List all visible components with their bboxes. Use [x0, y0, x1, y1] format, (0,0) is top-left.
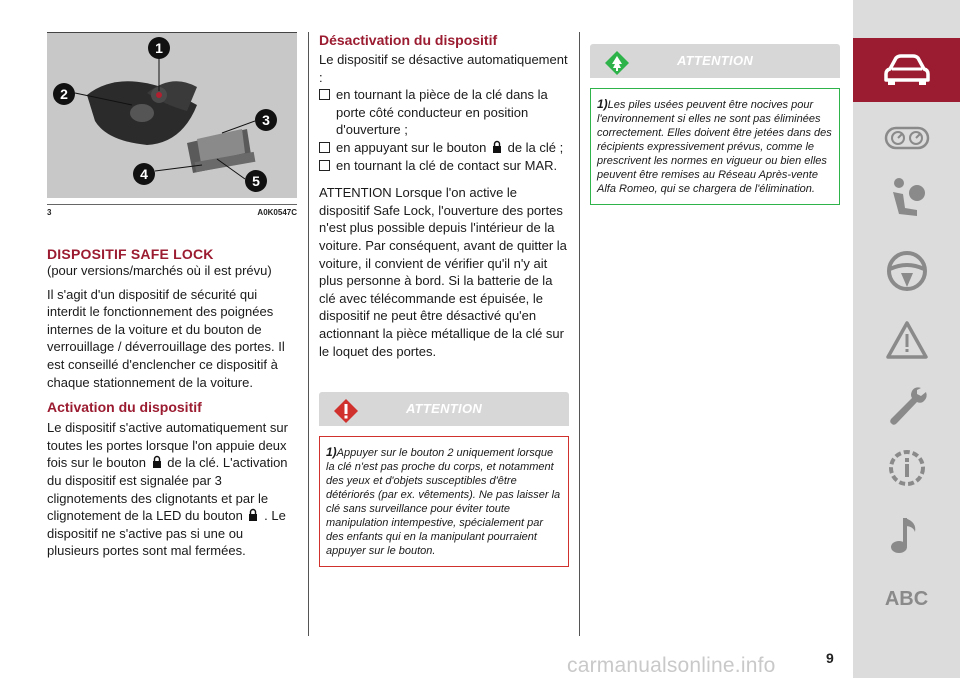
column-middle [319, 32, 569, 567]
lock-icon [152, 455, 162, 469]
warning-text: Appuyer sur le bouton 2 uniquement lorsque la clé n'est pas proche du corps, et notamment des yeux et d'objets susceptibles d'être détériorés (par ex. vêtements). Ne pas laisser la clé sans surveillance pour éviter toute manipulation intempestive, spécialement par des enfants qui en la manipulant pourraient appuyer sur le bouton. [326, 447, 561, 558]
activation-text-c: . Le dispositif ne s'active pas si une ou plusieurs portes sont mal fermées. [47, 508, 286, 559]
deactivation-heading: Désactivation du dispositif [319, 32, 498, 48]
info-gear-icon [885, 446, 929, 490]
bullet-text: en tournant la pièce de la clé dans la porte côté conducteur en position d'ouverture ; [336, 87, 548, 138]
music-note-icon [887, 514, 927, 558]
warning-header [319, 392, 569, 426]
callout-2: 2 [53, 83, 75, 105]
column-divider [308, 32, 309, 636]
steering-wheel-icon [885, 249, 929, 293]
list-item [319, 157, 569, 175]
activation-paragraph [47, 419, 297, 560]
callout-1: 1 [148, 37, 170, 59]
deactivation-intro: Le dispositif se désactive automatiquement : [319, 52, 568, 85]
column-divider [579, 32, 580, 636]
checkbox-bullet-icon [319, 89, 330, 100]
intro-paragraph: Il s'agit d'un dispositif de sécurité qui interdit le fonctionnement des poignées internes de la voiture et du bouton de verrouillage / déverrouillage des portes. Il est conseillé d'enclencher ce dispositif à chaque stationnement de la voiture. [47, 286, 285, 390]
sidebar-item-car[interactable] [853, 38, 960, 102]
warning-text: Les piles usées peuvent être nocives pour l'environnement si elles ne sont pas éliminées correctement. Elles doivent être jetées dans des récipients expressivement prévus, comme le prescrivent les normes en vigueur ou bien elles peuvent être remises au Réseau Après-vente Alfa Romeo, qui se chargera de l'élimination. [597, 99, 832, 195]
sidebar-item-index[interactable] [853, 584, 960, 614]
key-figure [47, 32, 297, 198]
activation-text-a: Le dispositif s'active automatiquement sur toutes les portes lorsque l'on appuie deux fois sur le bouton [47, 420, 288, 471]
warning-header [590, 44, 840, 78]
warning-title: ATTENTION [676, 53, 754, 68]
sidebar-item-emergency[interactable] [853, 312, 960, 368]
warning-title: ATTENTION [405, 401, 483, 417]
abc-label: ABC [884, 587, 929, 610]
callout-3: 3 [255, 109, 277, 131]
activation-heading: Activation du dispositif [47, 399, 202, 416]
warning-number: 1) [597, 97, 608, 111]
list-item [319, 86, 569, 139]
sidebar-item-safety[interactable] [853, 172, 960, 224]
sidebar-item-technical-data[interactable] [853, 440, 960, 496]
bullet-text-a: en appuyant sur le bouton [336, 139, 487, 155]
page-number: 9 [826, 650, 834, 666]
list-item [319, 139, 569, 157]
column-left [47, 32, 297, 560]
lock-icon [248, 508, 258, 522]
warning-triangle-icon [885, 320, 929, 360]
figure-code: A0K0547C [257, 208, 297, 217]
figure-number: 3 [47, 208, 52, 217]
sidebar-item-dashboard[interactable] [853, 118, 960, 158]
figure-caption [47, 204, 297, 217]
bullet-text: en tournant la clé de contact sur MAR. [336, 157, 558, 173]
warning-box [319, 392, 569, 567]
airbag-passenger-icon [887, 176, 927, 220]
wrench-icon [885, 384, 929, 428]
sidebar-item-driving[interactable] [853, 244, 960, 298]
section-title: DISPOSITIF SAFE LOCK [47, 246, 214, 262]
chapter-sidebar [853, 0, 960, 678]
sidebar-item-maintenance[interactable] [853, 378, 960, 434]
callout-4: 4 [133, 163, 155, 185]
environment-warning-box [590, 44, 840, 205]
activation-text-b: de la clé. L'activation du dispositif est signalée par 3 clignotements des clignotants et par le clignotement de la LED du bouton [47, 455, 288, 524]
warning-body [319, 436, 569, 567]
warning-body [590, 88, 840, 205]
checkbox-bullet-icon [319, 142, 330, 153]
section-subtitle: (pour versions/marchés où il est prévu) [47, 263, 272, 278]
watermark: carmanualsonline.info [567, 654, 776, 677]
attention-paragraph: ATTENTION Lorsque l'on active le dispositif Safe Lock, l'ouverture des portes n'est plus possible depuis l'intérieur de la voiture. Par conséquent, avant de quitter la voiture, il convient de vérifier qu'il n'y ait plus personne à bord. Si la batterie de la clé avec télécommande est épuisée, le dispositif ne peut être désactivé qu'en actionnant la pièce métallique de la clé sur le loquet des portes. [319, 185, 567, 359]
dashboard-gauges-icon [884, 126, 930, 150]
car-icon [882, 53, 932, 87]
lock-icon [492, 140, 502, 154]
bullet-text-b: de la clé ; [507, 139, 564, 155]
checkbox-bullet-icon [319, 160, 330, 171]
callout-5: 5 [245, 170, 267, 192]
bullet-text-wrap [336, 139, 563, 157]
warning-number: 1) [326, 445, 337, 460]
column-right [590, 32, 840, 205]
sidebar-item-multimedia[interactable] [853, 508, 960, 564]
